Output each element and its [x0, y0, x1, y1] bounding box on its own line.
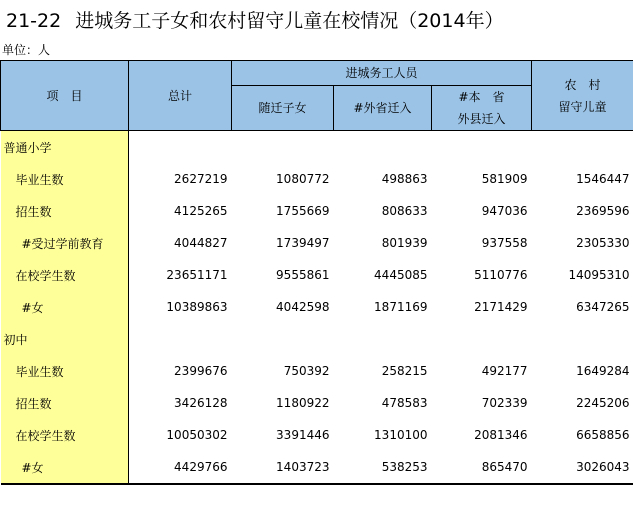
cell-value: 4429766: [129, 451, 232, 484]
header-rural: [532, 61, 633, 131]
table-number: 21-22: [6, 10, 62, 32]
table-row: [1, 131, 633, 164]
row-label: #受过学前教育: [1, 227, 129, 259]
cell-value: 2305330: [576, 236, 630, 250]
row-label: 普通小学: [1, 131, 129, 164]
cell-value: 750392: [283, 364, 330, 378]
cell-value: 581909: [481, 172, 528, 186]
cell-value: 1739497: [276, 236, 330, 250]
header-rural-line1: 农 村: [564, 77, 601, 92]
row-label: #女: [1, 451, 129, 484]
table-row: [1, 451, 633, 484]
cell-value: [432, 323, 532, 355]
cell-value: 3026043: [532, 451, 633, 484]
cell-value: [334, 131, 432, 164]
row-label: 招生数: [1, 387, 129, 419]
cell-value: 2627219: [174, 172, 228, 186]
cell-value: 4044827: [174, 236, 228, 250]
cell-value: 538253: [334, 451, 432, 484]
cell-value: 801939: [381, 236, 428, 250]
cell-value: 10389863: [166, 300, 228, 314]
row-label: 招生数: [1, 195, 129, 227]
header-same-province-line2: 外县迁入: [457, 112, 506, 126]
row-label: 在校学生数: [1, 419, 129, 451]
row-label: 毕业生数: [1, 163, 129, 195]
cell-value: 2171429: [474, 300, 528, 314]
row-label: 初中: [1, 323, 129, 355]
cell-value: 6658856: [576, 428, 630, 442]
table-row: [1, 387, 633, 419]
table-title: 进城务工子女和农村留守儿童在校情况（2014年）: [75, 10, 504, 32]
cell-value: 492177: [481, 364, 528, 378]
cell-value: 1310100: [374, 428, 428, 442]
table-row: [1, 355, 633, 387]
table-row: [1, 163, 633, 195]
table-row: [1, 323, 633, 355]
cell-value: 9555861: [276, 268, 330, 282]
cell-value: 4125265: [174, 204, 228, 218]
cell-value: 1871169: [374, 300, 428, 314]
table-row: [1, 291, 633, 323]
unit-label: 单位：人: [2, 43, 51, 57]
cell-value: 10050302: [166, 428, 228, 442]
statistics-table: [0, 60, 633, 485]
cell-value: [232, 323, 334, 355]
cell-value: 1649284: [576, 364, 630, 378]
cell-value: 498863: [381, 172, 428, 186]
table-row: [1, 419, 633, 451]
header-same-province: [432, 86, 532, 131]
header-other-province: #外省迁入: [334, 86, 432, 131]
cell-value: [232, 131, 334, 164]
cell-value: 1403723: [232, 451, 334, 484]
table-row: [1, 227, 633, 259]
cell-value: 865470: [432, 451, 532, 484]
cell-value: [334, 323, 432, 355]
cell-value: 808633: [381, 204, 428, 218]
table-body: [1, 131, 633, 485]
row-label: 在校学生数: [1, 259, 129, 291]
cell-value: 5110776: [474, 268, 528, 282]
cell-value: 258215: [381, 364, 428, 378]
cell-value: [129, 131, 232, 164]
header-rural-line2: 留守儿童: [558, 99, 607, 114]
page-title: [6, 6, 504, 36]
header-migrant-children: 随迁子女: [232, 86, 334, 131]
cell-value: 3426128: [174, 396, 228, 410]
cell-value: 702339: [481, 396, 528, 410]
header-migrant-group: 进城务工人员: [232, 61, 532, 86]
cell-value: 2245206: [576, 396, 630, 410]
cell-value: [129, 323, 232, 355]
cell-value: 1546447: [576, 172, 630, 186]
cell-value: 4445085: [374, 268, 428, 282]
cell-value: 14095310: [568, 268, 630, 282]
cell-value: 2369596: [576, 204, 630, 218]
cell-value: 1755669: [276, 204, 330, 218]
cell-value: 6347265: [576, 300, 630, 314]
cell-value: [532, 131, 633, 164]
cell-value: 937558: [481, 236, 528, 250]
cell-value: 4042598: [276, 300, 330, 314]
cell-value: 2081346: [474, 428, 528, 442]
cell-value: 1080772: [276, 172, 330, 186]
cell-value: 1180922: [276, 396, 330, 410]
cell-value: [432, 131, 532, 164]
row-label: #女: [1, 291, 129, 323]
cell-value: 23651171: [166, 268, 228, 282]
cell-value: [532, 323, 633, 355]
cell-value: 3391446: [276, 428, 330, 442]
cell-value: 478583: [381, 396, 428, 410]
header-item: 项 目: [1, 61, 129, 131]
header-total: 总计: [129, 61, 232, 131]
table-row: [1, 259, 633, 291]
table-row: [1, 195, 633, 227]
row-label: 毕业生数: [1, 355, 129, 387]
cell-value: 2399676: [174, 364, 228, 378]
cell-value: 947036: [481, 204, 528, 218]
header-same-province-line1: #本 省: [458, 90, 505, 104]
